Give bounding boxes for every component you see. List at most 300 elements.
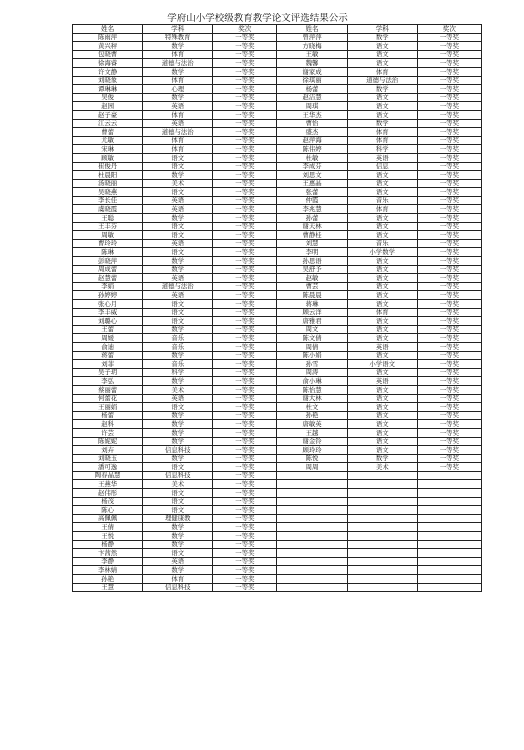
cell-name-left: 彭晓萍 xyxy=(73,257,143,266)
cell-award-right: 一等奖 xyxy=(417,102,481,111)
cell-award-right xyxy=(417,471,481,480)
cell-award-right xyxy=(417,583,481,592)
cell-subject-right: 语文 xyxy=(347,385,417,394)
cell-subject-right: 语文 xyxy=(347,102,417,111)
cell-name-right: 刘思文 xyxy=(277,171,347,180)
cell-subject-right: 语文 xyxy=(347,437,417,446)
cell-award-right: 一等奖 xyxy=(417,377,481,386)
cell-name-left: 刘卉 xyxy=(73,446,143,455)
cell-name-left: 王慧 xyxy=(73,583,143,592)
cell-name-right xyxy=(277,506,347,515)
cell-award-left: 一等奖 xyxy=(213,489,277,498)
cell-award-left: 一等奖 xyxy=(213,136,277,145)
cell-award-right: 一等奖 xyxy=(417,325,481,334)
cell-name-right xyxy=(277,549,347,558)
cell-name-left: 王燕华 xyxy=(73,480,143,489)
cell-name-right: 谢大林 xyxy=(277,394,347,403)
table-row xyxy=(73,471,482,480)
cell-name-right: 盛杰 xyxy=(277,128,347,137)
cell-name-right: 曹芸 xyxy=(277,282,347,291)
cell-award-right: 一等奖 xyxy=(417,33,481,42)
cell-subject-left: 英语 xyxy=(143,196,213,205)
cell-subject-right: 小学数学 xyxy=(347,248,417,257)
cell-subject-right xyxy=(347,514,417,523)
table-row xyxy=(73,231,482,240)
cell-award-right: 一等奖 xyxy=(417,317,481,326)
cell-name-right: 王惠晶 xyxy=(277,179,347,188)
cell-subject-right: 语文 xyxy=(347,282,417,291)
cell-subject-left: 数学 xyxy=(143,42,213,51)
table-row xyxy=(73,523,482,532)
cell-subject-left: 体育 xyxy=(143,575,213,584)
cell-award-left: 一等奖 xyxy=(213,557,277,566)
cell-name-left: 赵伟彤 xyxy=(73,489,143,498)
cell-award-right: 一等奖 xyxy=(417,188,481,197)
table-row xyxy=(73,411,482,420)
cell-name-left: 周媛 xyxy=(73,334,143,343)
document-title: 学府山小学校级教育教学论文评选结果公示 xyxy=(167,13,348,24)
cell-award-left: 一等奖 xyxy=(213,300,277,309)
table-row xyxy=(73,205,482,214)
cell-name-right xyxy=(277,514,347,523)
cell-name-left: 曹蕾 xyxy=(73,128,143,137)
cell-award-right: 一等奖 xyxy=(417,265,481,274)
cell-name-left: 潘可逸 xyxy=(73,463,143,472)
cell-award-left: 一等奖 xyxy=(213,334,277,343)
cell-subject-left: 体育 xyxy=(143,145,213,154)
cell-name-left: 陈琳 xyxy=(73,248,143,257)
cell-award-left: 一等奖 xyxy=(213,514,277,523)
table-row xyxy=(73,394,482,403)
cell-subject-right: 数学 xyxy=(347,119,417,128)
cell-subject-right: 体育 xyxy=(347,136,417,145)
cell-name-left: 杨蕾 xyxy=(73,411,143,420)
cell-subject-right: 语文 xyxy=(347,42,417,51)
cell-award-right: 一等奖 xyxy=(417,136,481,145)
cell-award-right: 一等奖 xyxy=(417,282,481,291)
cell-name-left: 杜晨阳 xyxy=(73,171,143,180)
cell-name-right: 孙雪 xyxy=(277,360,347,369)
cell-name-left: 吴俊 xyxy=(73,93,143,102)
cell-subject-right: 语文 xyxy=(347,214,417,223)
cell-name-left: 黄兴秤 xyxy=(73,42,143,51)
cell-award-left: 一等奖 xyxy=(213,110,277,119)
cell-award-right: 一等奖 xyxy=(417,67,481,76)
cell-name-left: 孙艳 xyxy=(73,575,143,584)
cell-subject-right: 英语 xyxy=(347,342,417,351)
cell-award-right xyxy=(417,523,481,532)
table-row xyxy=(73,145,482,154)
cell-award-left: 一等奖 xyxy=(213,171,277,180)
cell-subject-right: 语文 xyxy=(347,59,417,68)
cell-subject-right: 语文 xyxy=(347,325,417,334)
cell-name-right: 赵敏 xyxy=(277,274,347,283)
cell-award-left: 一等奖 xyxy=(213,205,277,214)
cell-award-right: 一等奖 xyxy=(417,50,481,59)
cell-subject-left: 道德与法治 xyxy=(143,59,213,68)
cell-subject-left: 体育 xyxy=(143,50,213,59)
cell-name-left: 俞迪 xyxy=(73,342,143,351)
cell-subject-left: 数学 xyxy=(143,532,213,541)
cell-subject-left: 语文 xyxy=(143,489,213,498)
cell-award-left: 一等奖 xyxy=(213,274,277,283)
cell-award-left: 一等奖 xyxy=(213,67,277,76)
cell-name-right: 孙思语 xyxy=(277,257,347,266)
cell-name-right: 张蕾 xyxy=(277,188,347,197)
cell-award-right: 一等奖 xyxy=(417,42,481,51)
table-row xyxy=(73,42,482,51)
cell-subject-right xyxy=(347,471,417,480)
cell-award-left: 一等奖 xyxy=(213,162,277,171)
cell-subject-right: 体育 xyxy=(347,205,417,214)
table-row xyxy=(73,428,482,437)
table-row xyxy=(73,454,482,463)
cell-subject-right: 数学 xyxy=(347,85,417,94)
cell-subject-left: 语文 xyxy=(143,300,213,309)
cell-subject-left: 英语 xyxy=(143,274,213,283)
cell-subject-left: 体育 xyxy=(143,110,213,119)
cell-award-left: 一等奖 xyxy=(213,179,277,188)
cell-subject-right xyxy=(347,583,417,592)
cell-name-right: 徐琪丽 xyxy=(277,76,347,85)
cell-subject-right: 语文 xyxy=(347,179,417,188)
table-row xyxy=(73,437,482,446)
cell-award-left: 一等奖 xyxy=(213,360,277,369)
cell-subject-right xyxy=(347,549,417,558)
cell-award-right: 一等奖 xyxy=(417,128,481,137)
cell-name-right: 谢家成 xyxy=(277,67,347,76)
table-row xyxy=(73,420,482,429)
cell-name-left: 赵园 xyxy=(73,102,143,111)
cell-award-right xyxy=(417,575,481,584)
cell-subject-right: 语文 xyxy=(347,428,417,437)
cell-name-right xyxy=(277,583,347,592)
cell-name-right xyxy=(277,540,347,549)
cell-award-right: 一等奖 xyxy=(417,196,481,205)
cell-name-right: 孙蕾 xyxy=(277,214,347,223)
header-name-right: 姓名 xyxy=(277,25,347,34)
cell-subject-right: 小学语文 xyxy=(347,360,417,369)
cell-award-right: 一等奖 xyxy=(417,437,481,446)
cell-award-left: 一等奖 xyxy=(213,317,277,326)
cell-name-right: 仲霞 xyxy=(277,196,347,205)
cell-award-left: 一等奖 xyxy=(213,214,277,223)
cell-subject-right xyxy=(347,540,417,549)
cell-award-left: 一等奖 xyxy=(213,231,277,240)
cell-award-left: 一等奖 xyxy=(213,102,277,111)
cell-subject-right: 体育 xyxy=(347,308,417,317)
cell-subject-right: 体育 xyxy=(347,128,417,137)
table-row xyxy=(73,532,482,541)
cell-subject-right: 语文 xyxy=(347,291,417,300)
cell-name-right: 周文 xyxy=(277,325,347,334)
cell-subject-right: 体育 xyxy=(347,67,417,76)
table-header-row xyxy=(73,25,482,34)
cell-subject-left: 音乐 xyxy=(143,342,213,351)
table-row xyxy=(73,351,482,360)
cell-award-right: 一等奖 xyxy=(417,153,481,162)
cell-award-left: 一等奖 xyxy=(213,239,277,248)
cell-subject-right: 美术 xyxy=(347,463,417,472)
cell-award-left: 一等奖 xyxy=(213,575,277,584)
cell-subject-left: 心理 xyxy=(143,85,213,94)
cell-name-left: 王丰芬 xyxy=(73,222,143,231)
cell-award-left: 一等奖 xyxy=(213,446,277,455)
table-row xyxy=(73,153,482,162)
cell-award-right: 一等奖 xyxy=(417,411,481,420)
cell-name-right: 谢天林 xyxy=(277,222,347,231)
cell-subject-right: 语文 xyxy=(347,411,417,420)
cell-name-left: 刘晓玉 xyxy=(73,454,143,463)
cell-name-left: 汤晓丽 xyxy=(73,179,143,188)
table-row xyxy=(73,179,482,188)
cell-subject-right: 语文 xyxy=(347,265,417,274)
table-row xyxy=(73,368,482,377)
cell-award-right: 一等奖 xyxy=(417,214,481,223)
table-row xyxy=(73,248,482,257)
cell-name-left: 蒋蕾 xyxy=(73,351,143,360)
cell-name-right xyxy=(277,532,347,541)
cell-subject-right xyxy=(347,523,417,532)
cell-award-right: 一等奖 xyxy=(417,300,481,309)
table-row xyxy=(73,566,482,575)
cell-name-right: 魏馨 xyxy=(277,59,347,68)
table-row xyxy=(73,93,482,102)
cell-name-right xyxy=(277,471,347,480)
table-row xyxy=(73,67,482,76)
table-row xyxy=(73,265,482,274)
cell-subject-left: 语文 xyxy=(143,463,213,472)
cell-name-right: 陈晨晨 xyxy=(277,291,347,300)
cell-award-left: 一等奖 xyxy=(213,540,277,549)
cell-award-right xyxy=(417,566,481,575)
cell-subject-right: 英语 xyxy=(347,153,417,162)
table-row xyxy=(73,489,482,498)
cell-award-right: 一等奖 xyxy=(417,145,481,154)
cell-subject-left: 数学 xyxy=(143,214,213,223)
cell-name-left: 周敏 xyxy=(73,231,143,240)
table-row xyxy=(73,360,482,369)
cell-name-left: 李林婧 xyxy=(73,566,143,575)
cell-name-right: 俞小琳 xyxy=(277,377,347,386)
cell-subject-left: 数学 xyxy=(143,437,213,446)
cell-subject-left: 数学 xyxy=(143,566,213,575)
cell-name-left: 徐海睿 xyxy=(73,59,143,68)
cell-subject-left: 信息科技 xyxy=(143,471,213,480)
cell-name-left: 李丰威 xyxy=(73,308,143,317)
cell-award-right: 一等奖 xyxy=(417,385,481,394)
cell-name-right xyxy=(277,480,347,489)
cell-subject-right: 语文 xyxy=(347,171,417,180)
cell-name-left: 刘晓象 xyxy=(73,76,143,85)
cell-award-right: 一等奖 xyxy=(417,257,481,266)
cell-name-right xyxy=(277,575,347,584)
cell-award-right: 一等奖 xyxy=(417,239,481,248)
cell-name-left: 刘菲 xyxy=(73,360,143,369)
cell-name-left: 张心月 xyxy=(73,300,143,309)
cell-award-left: 一等奖 xyxy=(213,257,277,266)
cell-name-left: 杨茂 xyxy=(73,497,143,506)
cell-award-left: 一等奖 xyxy=(213,583,277,592)
table-row xyxy=(73,497,482,506)
cell-subject-left: 数学 xyxy=(143,265,213,274)
cell-award-left: 一等奖 xyxy=(213,351,277,360)
table-row xyxy=(73,274,482,283)
cell-award-right: 一等奖 xyxy=(417,179,481,188)
cell-award-left: 一等奖 xyxy=(213,394,277,403)
cell-award-right xyxy=(417,540,481,549)
cell-award-left: 一等奖 xyxy=(213,532,277,541)
cell-name-left: 江云云 xyxy=(73,119,143,128)
cell-subject-left: 英语 xyxy=(143,557,213,566)
cell-award-right: 一等奖 xyxy=(417,334,481,343)
cell-name-right: 刘慧 xyxy=(277,239,347,248)
cell-name-left: 王丽娟 xyxy=(73,403,143,412)
cell-award-right: 一等奖 xyxy=(417,119,481,128)
cell-name-right: 王敏 xyxy=(277,50,347,59)
cell-name-left: 包晓曹 xyxy=(73,50,143,59)
cell-subject-left: 语文 xyxy=(143,506,213,515)
cell-name-right xyxy=(277,523,347,532)
cell-award-left: 一等奖 xyxy=(213,463,277,472)
cell-award-right: 一等奖 xyxy=(417,403,481,412)
cell-name-left: 宋琳 xyxy=(73,145,143,154)
cell-name-left: 尤敏 xyxy=(73,136,143,145)
cell-award-left: 一等奖 xyxy=(213,265,277,274)
cell-name-right: 唐敏英 xyxy=(277,420,347,429)
cell-subject-right xyxy=(347,480,417,489)
cell-name-left: 顾敏 xyxy=(73,153,143,162)
cell-award-left: 一等奖 xyxy=(213,196,277,205)
cell-award-left: 一等奖 xyxy=(213,42,277,51)
cell-award-right: 一等奖 xyxy=(417,360,481,369)
cell-award-right: 一等奖 xyxy=(417,420,481,429)
cell-name-right: 李成芬 xyxy=(277,162,347,171)
cell-subject-left: 英语 xyxy=(143,102,213,111)
cell-name-left: 谭琳琳 xyxy=(73,85,143,94)
table-row xyxy=(73,514,482,523)
cell-name-left: 王悦 xyxy=(73,532,143,541)
cell-award-right: 一等奖 xyxy=(417,274,481,283)
cell-name-right: 方晓梅 xyxy=(277,42,347,51)
cell-subject-left: 数学 xyxy=(143,325,213,334)
table-row xyxy=(73,575,482,584)
cell-award-right: 一等奖 xyxy=(417,368,481,377)
cell-name-right: 王越 xyxy=(277,428,347,437)
table-row xyxy=(73,110,482,119)
cell-name-left: 陈雨萍 xyxy=(73,33,143,42)
cell-subject-right xyxy=(347,566,417,575)
cell-subject-right: 语文 xyxy=(347,368,417,377)
cell-name-left: 虞晓霞 xyxy=(73,205,143,214)
header-name-left: 姓名 xyxy=(73,25,143,34)
cell-subject-left: 语文 xyxy=(143,231,213,240)
cell-subject-right: 语文 xyxy=(347,110,417,119)
cell-subject-left: 音乐 xyxy=(143,334,213,343)
cell-award-left: 一等奖 xyxy=(213,403,277,412)
cell-name-right: 赵萍海 xyxy=(277,136,347,145)
cell-award-right: 一等奖 xyxy=(417,291,481,300)
cell-subject-right: 数学 xyxy=(347,454,417,463)
cell-subject-right xyxy=(347,532,417,541)
cell-subject-right: 数学 xyxy=(347,33,417,42)
header-award-left: 奖次 xyxy=(213,25,277,34)
cell-subject-left: 语文 xyxy=(143,497,213,506)
table-row xyxy=(73,196,482,205)
cell-subject-right: 语文 xyxy=(347,403,417,412)
cell-award-right: 一等奖 xyxy=(417,93,481,102)
table-row xyxy=(73,33,482,42)
cell-name-right xyxy=(277,557,347,566)
cell-name-left: 许芸 xyxy=(73,428,143,437)
cell-award-left: 一等奖 xyxy=(213,291,277,300)
cell-award-right: 一等奖 xyxy=(417,222,481,231)
cell-award-right: 一等奖 xyxy=(417,162,481,171)
header-subject-left: 学科 xyxy=(143,25,213,34)
cell-name-left: 王倩 xyxy=(73,523,143,532)
cell-award-left: 一等奖 xyxy=(213,385,277,394)
cell-award-right: 一等奖 xyxy=(417,231,481,240)
cell-award-left: 一等奖 xyxy=(213,188,277,197)
cell-name-left: 陶春晶慧 xyxy=(73,471,143,480)
cell-subject-left: 特殊教育 xyxy=(143,33,213,42)
table-row xyxy=(73,463,482,472)
table-row xyxy=(73,119,482,128)
cell-subject-right: 语文 xyxy=(347,274,417,283)
cell-subject-left: 美术 xyxy=(143,480,213,489)
cell-subject-right xyxy=(347,506,417,515)
cell-award-left: 一等奖 xyxy=(213,471,277,480)
cell-subject-left: 数学 xyxy=(143,428,213,437)
cell-subject-left: 数学 xyxy=(143,257,213,266)
cell-award-left: 一等奖 xyxy=(213,308,277,317)
cell-subject-left: 语文 xyxy=(143,222,213,231)
cell-subject-right: 信息 xyxy=(347,162,417,171)
cell-name-left: 赵科 xyxy=(73,420,143,429)
table-row xyxy=(73,506,482,515)
cell-award-left: 一等奖 xyxy=(213,50,277,59)
cell-name-right: 曹怡 xyxy=(277,119,347,128)
cell-award-left: 一等奖 xyxy=(213,248,277,257)
cell-award-right: 一等奖 xyxy=(417,76,481,85)
cell-subject-left: 美术 xyxy=(143,179,213,188)
cell-subject-right: 语文 xyxy=(347,420,417,429)
cell-award-left: 一等奖 xyxy=(213,222,277,231)
cell-name-left: 赵子豪 xyxy=(73,110,143,119)
cell-award-right: 一等奖 xyxy=(417,85,481,94)
cell-subject-right xyxy=(347,557,417,566)
cell-subject-right: 语文 xyxy=(347,257,417,266)
cell-name-right: 陈小娟 xyxy=(277,351,347,360)
cell-award-left: 一等奖 xyxy=(213,153,277,162)
cell-name-left: 蔡丽蕾 xyxy=(73,385,143,394)
cell-name-right: 蒋琳 xyxy=(277,300,347,309)
cell-subject-left: 数学 xyxy=(143,540,213,549)
cell-subject-right xyxy=(347,575,417,584)
cell-name-left: 王聪 xyxy=(73,214,143,223)
cell-name-left: 李娟 xyxy=(73,282,143,291)
table-row xyxy=(73,171,482,180)
header-subject-right: 学科 xyxy=(347,25,417,34)
cell-award-right xyxy=(417,497,481,506)
cell-award-left: 一等奖 xyxy=(213,566,277,575)
cell-award-right xyxy=(417,489,481,498)
table-row xyxy=(73,257,482,266)
cell-name-right: 周琪 xyxy=(277,102,347,111)
cell-name-left: 周成蕾 xyxy=(73,265,143,274)
cell-award-right: 一等奖 xyxy=(417,428,481,437)
cell-name-right: 李兆慧 xyxy=(277,205,347,214)
